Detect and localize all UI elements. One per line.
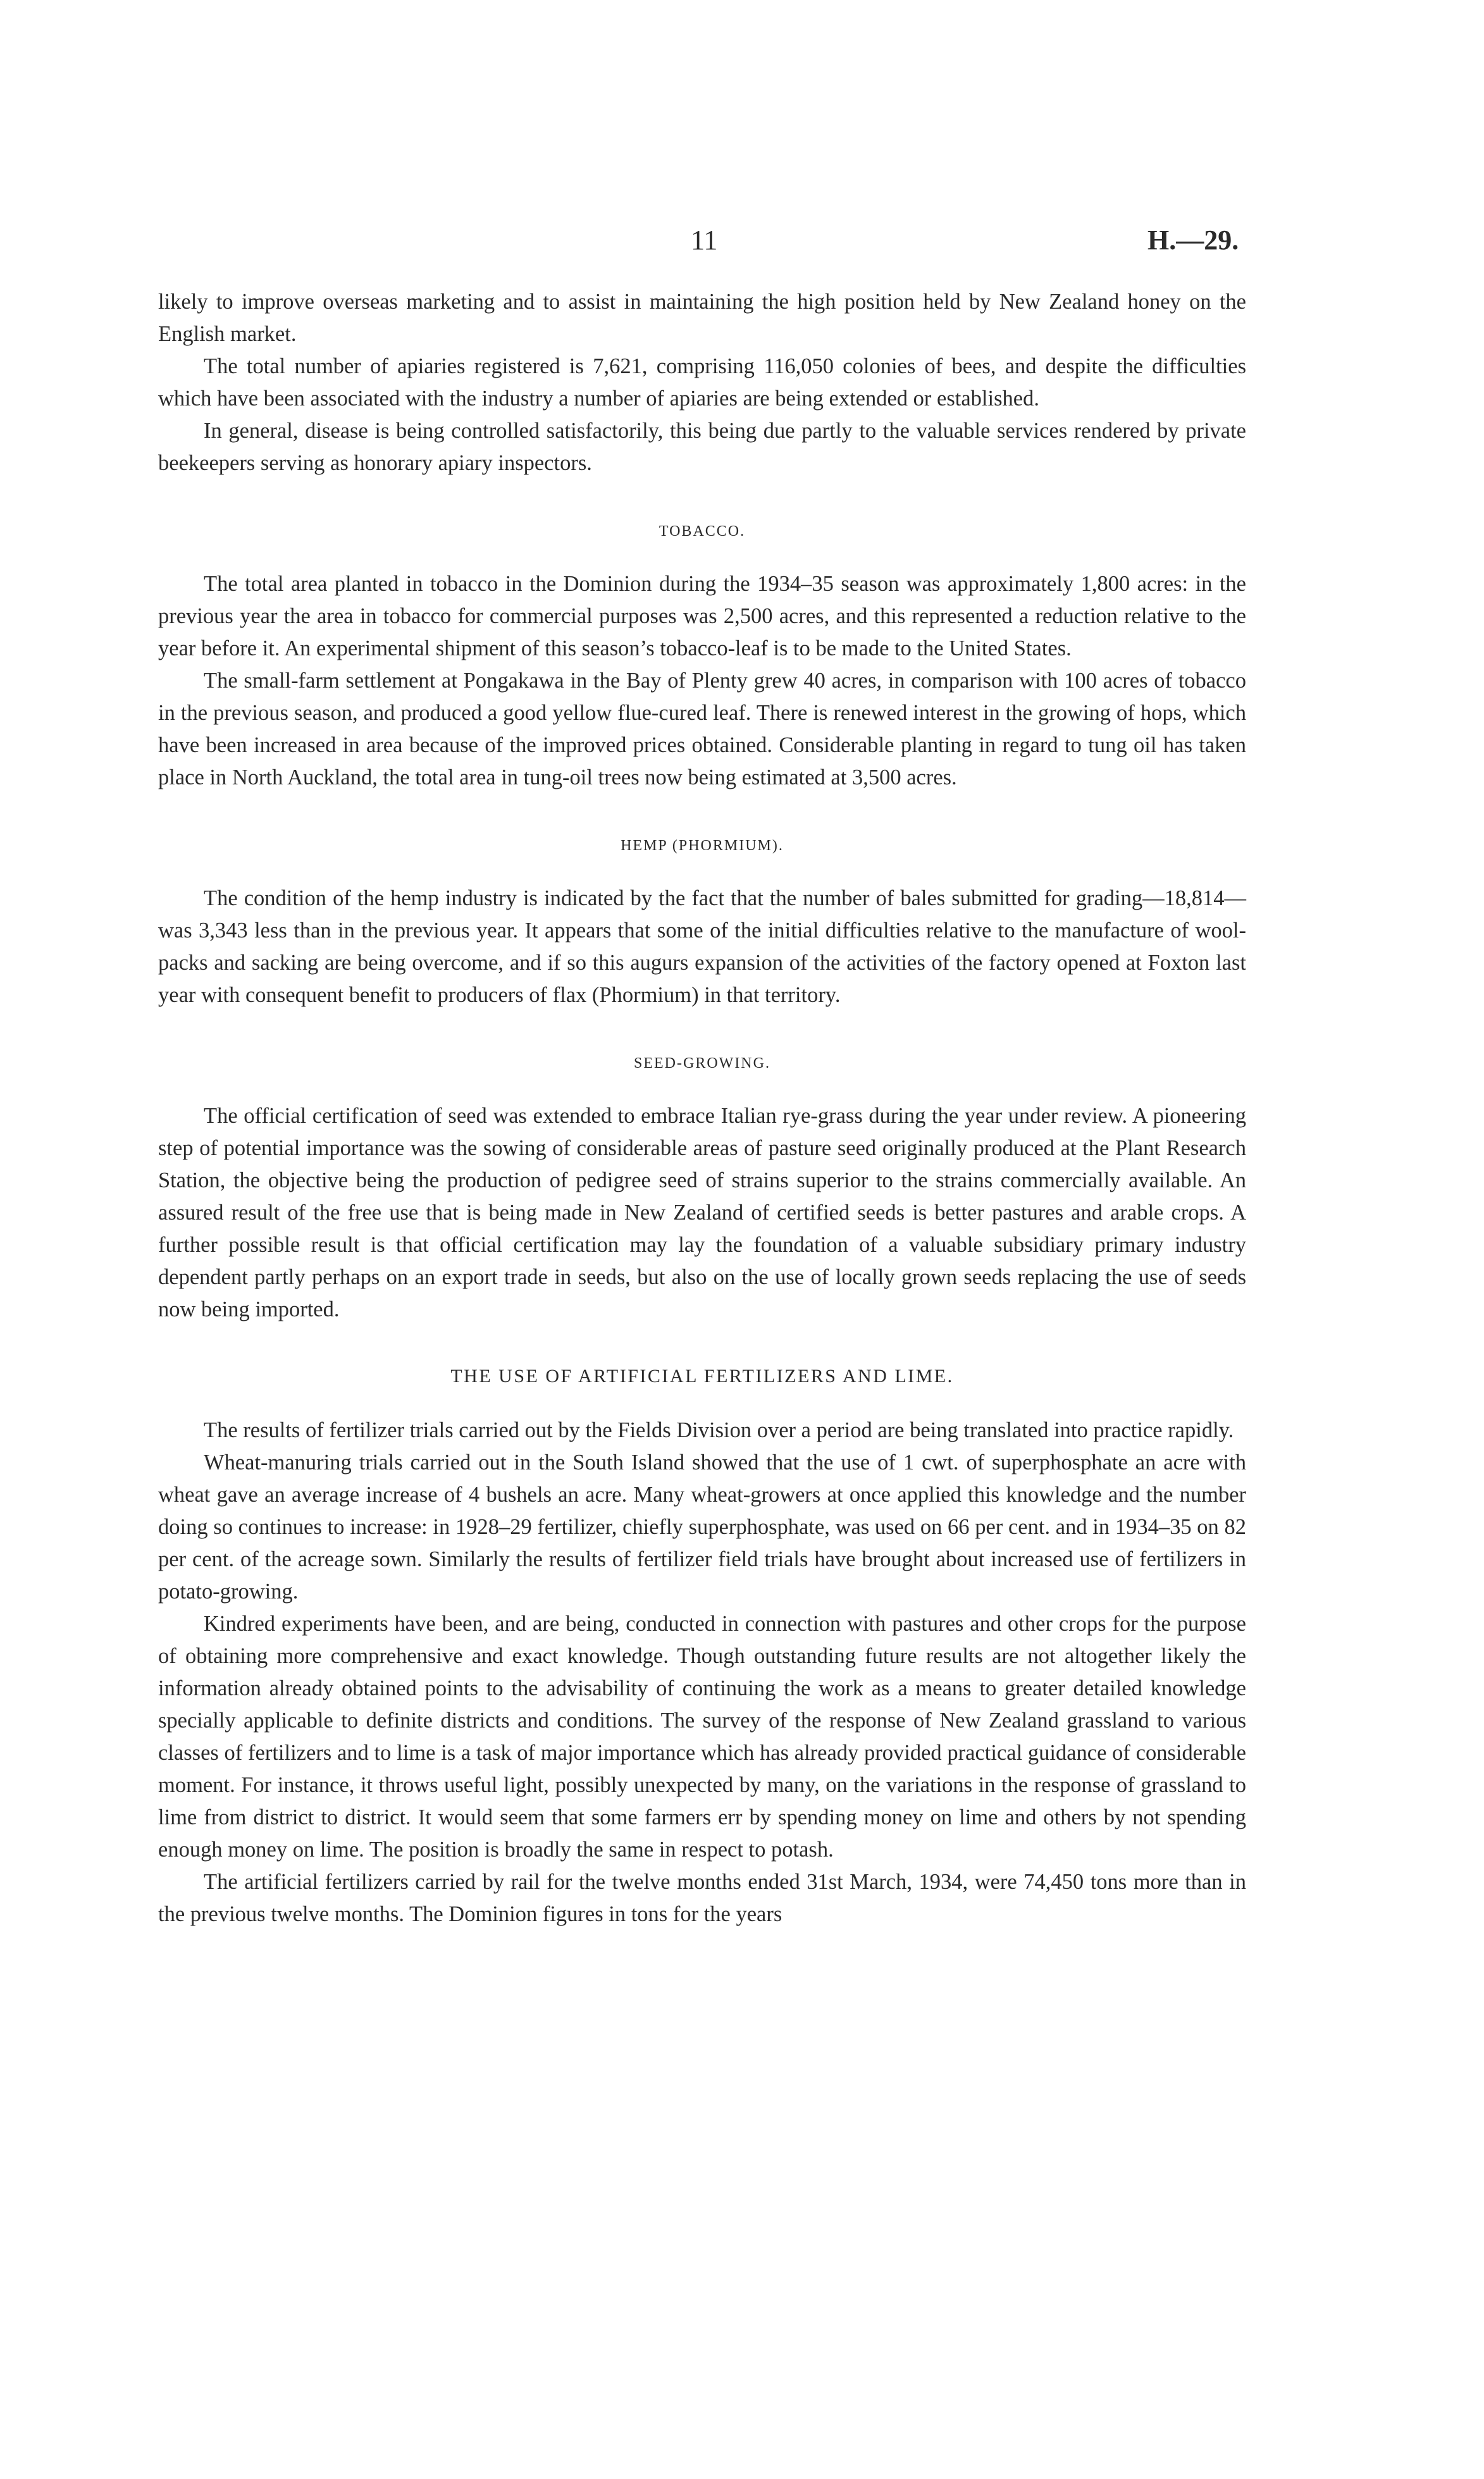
paragraph: The small-farm settlement at Pongakawa in the Bay of Plenty grew 40 acres, in comparison with 100 acres of tobacco in the previous season, and produced a good yellow flue-cured leaf. There is renewed interest in the growing of hops, which have been increased in area because of the improved prices obtained. Considerable planting in regard to tung oil has taken place in North Auckland, the total area in tung-oil trees now being estimated at 3,500 acres. bbox=[158, 669, 1246, 789]
document-reference: H.—29. bbox=[1147, 225, 1239, 256]
paragraph: Wheat-manuring trials carried out in the South Island showed that the use of 1 cwt. of superphosphate an acre with wheat gave an average increase of 4 bushels an acre. Many wheat-growers at once applied this knowledge and the number doing so continues to increase: in 1928–29 fertilizer, chiefly superphosphate, was used on 66 per cent. and in 1934–35 on 82 per cent. of the acreage sown. Similarly the results of fertilizer field trials have brought about increased use of fertilizers in potato-growing. bbox=[158, 1450, 1246, 1604]
section-heading-seed-growing: SEED-GROWING. bbox=[634, 1055, 770, 1072]
section-hemp bbox=[158, 833, 1246, 1011]
paragraph: The total area planted in tobacco in the Dominion during the 1934–35 season was approximately 1,800 acres: in the previous year the area in tobacco for commercial purposes was 2,500 acres, and this represented a reduction relative to the year before it. An experimental shipment of this season’s tobacco-leaf is to be made to the United States. bbox=[158, 572, 1246, 660]
paragraph: The artificial fertilizers carried by rail for the twelve months ended 31st March, 1934, were 74,450 tons more than in the previous twelve months. The Dominion figures in tons for the years bbox=[158, 1870, 1246, 1926]
paragraph: Kindred experiments have been, and are being, conducted in connection with pastures and other crops for the purpose of obtaining more comprehensive and exact knowledge. Though outstanding future results are not altogether likely the information already obtained points to the advisability of continuing the work as a means to greater detailed knowledge specially applicable to definite districts and conditions. The survey of the response of New Zealand grassland to various classes of fertilizers and to lime is a task of major importance which has already provided practical guidance of considerable moment. For instance, it throws useful light, possibly unexpected by many, on the variations in the response of grassland to lime from district to district. It would seem that some farmers err by spending money on lime and others by not spending enough money on lime. The position is broadly the same in respect to potash. bbox=[158, 1612, 1246, 1862]
page-header bbox=[0, 223, 1484, 261]
section-fertilizers bbox=[158, 1364, 1246, 1931]
section-heading-tobacco: TOBACCO. bbox=[659, 523, 746, 540]
paragraph: The condition of the hemp industry is indicated by the fact that the number of bales submitted for grading—18,814—was 3,343 less than in the previous year. It appears that some of the initial difficulties relative to the manufacture of wool-packs and sacking are being overcome, and if so this augurs expansion of the activities of the factory opened at Foxton last year with consequent benefit to producers of flax (Phormium) in that territory. bbox=[158, 886, 1246, 1007]
section-heading-fertilizers: THE USE OF ARTIFICIAL FERTILIZERS AND LIME. bbox=[450, 1366, 954, 1387]
page-body bbox=[158, 286, 1246, 1931]
paragraph: The results of fertilizer trials carried out by the Fields Division over a period are being translated into practice rapidly. bbox=[204, 1418, 1234, 1442]
section-tobacco bbox=[158, 519, 1246, 794]
section-honey bbox=[158, 286, 1246, 479]
section-seed-growing bbox=[158, 1051, 1246, 1326]
paragraph: The official certification of seed was extended to embrace Italian rye-grass during the year under review. A pioneering step of potential importance was the sowing of considerable areas of pasture seed originally produced at the Plant Research Station, the objective being the production of pedigree seed of strains superior to the strains commercially available. An assured result of the free use that is being made in New Zealand of certified seeds is better pastures and arable crops. A further possible result is that official certification may lay the foundation of a valuable subsidiary primary industry dependent partly perhaps on an export trade in seeds, but also on the use of locally grown seeds replacing the use of seeds now being imported. bbox=[158, 1104, 1246, 1321]
paragraph: The total number of apiaries registered is 7,621, comprising 116,050 colonies of bees, and despite the difficulties which have been associated with the industry a number of apiaries are being extended or established. bbox=[158, 354, 1246, 411]
paragraph: In general, disease is being controlled satisfactorily, this being due partly to the valuable services rendered by private beekeepers serving as honorary apiary inspectors. bbox=[158, 419, 1246, 475]
page-number: 11 bbox=[691, 225, 718, 256]
paragraph: likely to improve overseas marketing and to assist in maintaining the high position held by New Zealand honey on the English market. bbox=[158, 290, 1246, 346]
section-heading-hemp: HEMP (PHORMIUM). bbox=[621, 838, 784, 854]
